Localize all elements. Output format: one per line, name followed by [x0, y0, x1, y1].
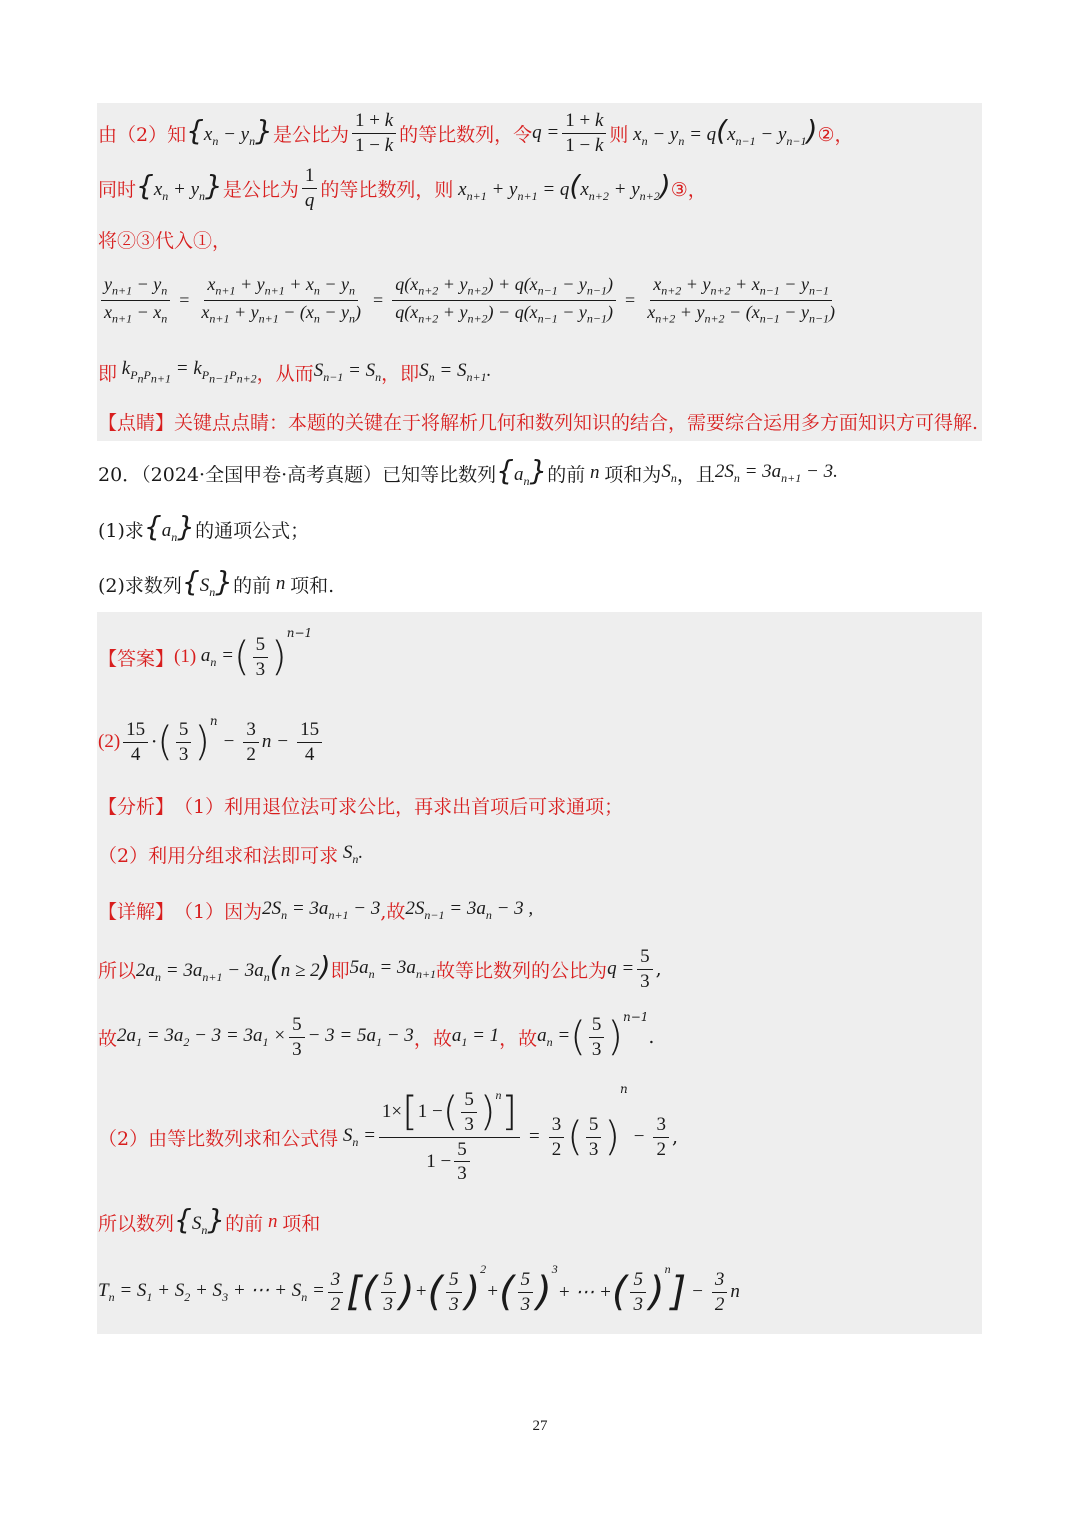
text: 同时 — [98, 178, 137, 201]
text: 将②③代入①， — [98, 229, 232, 252]
text: 项和 — [282, 1212, 321, 1235]
fraction: $\frac{x_{n+2} + y_{n+2} + x_{n-1} - y_{n-1}}{x_{n+2} + y_{n+2} - (x_{n-1} - y_{n-1})}$ — [647, 274, 836, 326]
math: $S_n$ — [661, 460, 677, 485]
text: （2）利用分组求和法即可求 — [98, 844, 339, 867]
math: $x_{n+1} + y_{n+1} = q(x_{n+2} + y_{n+2})$ — [453, 169, 671, 203]
text: 是公比为 — [272, 123, 349, 146]
math: $\{a_n\}$ — [143, 510, 196, 544]
math: n — [271, 573, 291, 594]
math: n — [263, 1211, 283, 1232]
text: 由（2）知 — [98, 123, 187, 146]
detail-line-1 — [98, 896, 533, 924]
detail-line-4: （2）由等比数列求和公式得 $S_n$ = 1× [ 1 − ( $\frac{5}{3}$ ) $^n$ ] 1 − $\frac{5}{3}$ = $\frac{3}{2}$ ( $\frac{5}{3}$ ) n − $\frac{3}{2}$ , — [98, 1082, 678, 1185]
fraction: 1× [ 1 − ( $\frac{5}{3}$ ) $^n$ ] 1 − $\frac{5}{3}$ — [379, 1089, 520, 1185]
box1-equation: $\frac{y_{n+1} - y_n}{x_{n+1} - x_n}$ = $\frac{x_{n+1} + y_{n+1} + x_n - y_n}{x_{n+1} + y_{n+1} - (x_n - y_n)}$ = $\frac{q(x_{n+2} + y_{n+2}) + q(x_{n-1} - y_{n-1})}{q(x_{n+2} + y_{n+2}) - q(x_{n-1} - y_{n-1})}$ = $\frac{x_{n+2} + y_{n+2} + x_{n-1} - y_{n-1}}{x_{n+2} + y_{n+2} - (x_{n-1} - y_{n-1})}$ — [98, 272, 841, 328]
text: 故等比数列的公比为 — [436, 959, 608, 982]
detail-line-6: $T_n = S_1 + S_2 + S_3$ + ⋯ + $S_n$ = $\frac{3}{2}$ [ ( $\frac{5}{3}$ ) + ( $\frac{5}{3}$ ) $^2$ + ( $\frac{5}{3}$ ) $^3$ + ⋯ + ( $\frac{5}{3}$ ) $^n$ ] − $\frac{3}{2}$ n — [98, 1262, 740, 1315]
math: $k_{P_nP_{n+1}} = k_{P_{n-1}P_{n+2}}$ — [117, 357, 257, 386]
math: q = — [532, 122, 560, 143]
text: 所以 — [98, 959, 137, 982]
text: ，且 — [676, 463, 715, 486]
text: 的前 — [547, 463, 586, 486]
text: （2）由等比数列求和公式得 — [98, 1127, 339, 1150]
analysis-line-1 — [98, 791, 623, 819]
math: $2S_n = 3a_{n+1} - 3$. — [714, 460, 838, 485]
text: ，从而 — [256, 362, 314, 385]
fraction: $\frac{1 + k}{1 - k}$ — [562, 110, 606, 157]
text: 故 — [98, 1027, 118, 1050]
fraction: $\frac{1 + k}{1 - k}$ — [352, 110, 396, 157]
math: n — [585, 462, 605, 483]
text: 的前 — [225, 1212, 264, 1235]
text: 则 — [609, 123, 629, 146]
text: 的等比数列，令 — [399, 123, 533, 146]
math: $2a_n = 3a_{n+1} - 3a_n(n \ge 2)$ — [136, 950, 331, 984]
text: (2)求数列 — [98, 574, 182, 597]
box1-line-5 — [98, 358, 491, 386]
text: 即 — [330, 959, 350, 982]
math: $a_n$ = — [537, 1024, 571, 1049]
fraction: $\frac{y_{n+1} - y_n}{x_{n+1} - x_n}$ — [101, 274, 170, 326]
text: ，即 — [381, 362, 420, 385]
question-stem — [98, 454, 838, 488]
detail-line-3: 故 $2a_1 = 3a_2 - 3 = 3a_1$ × $\frac{5}{3}$ − $3 = 5a_1 - 3$ ，故 $a_1 = 1$ ，故 $a_n$ = ( $\frac{5}{3}$ ) $^{n-1}$ . — [98, 1010, 655, 1060]
fraction: $\frac{x_{n+1} + y_{n+1} + x_n - y_n}{x_{n+1} + y_{n+1} - (x_n - y_n)}$ — [201, 274, 362, 326]
remark-text: 关键点点睛：本题的关键在于将解析几何和数列知识的结合，需要综合运用多方面知识方可得解. — [174, 411, 979, 434]
detail-line-5 — [98, 1203, 321, 1237]
math: $\{S_n\}$ — [181, 565, 234, 599]
text: 项和为 — [604, 463, 662, 486]
text: （1）利用退位法可求公比，再求出首项后可求通项； — [174, 795, 624, 818]
box1-remark — [98, 408, 978, 434]
math: q = — [607, 958, 635, 979]
question-number: 20．（2024·全国甲卷·高考真题）已知等比数列 — [98, 463, 497, 486]
text: ，故 — [413, 1027, 452, 1050]
math: $S_{n-1} = S_n$ — [313, 359, 382, 384]
math: $\{a_n\}$ — [496, 454, 548, 488]
text: （1）因为 — [174, 900, 263, 923]
text: (1)求 — [98, 519, 144, 542]
page-number: 27 — [532, 1418, 548, 1434]
answer-line-1: 【答案】 (1) $a_n$ = ( $\frac{5}{3}$ ) $^{n-1}$ — [98, 626, 313, 680]
analysis-line-2 — [98, 840, 363, 868]
text: ，故 — [499, 1027, 538, 1050]
answer-line-2: (2) $\frac{15}{4}$ · ( $\frac{5}{3}$ ) $^n$ − $\frac{3}{2}$ n − $\frac{15}{4}$ — [98, 714, 325, 770]
text: 项和. — [290, 574, 335, 597]
text: 是公比为 — [222, 178, 299, 201]
text: (2) — [98, 731, 121, 752]
math: $5a_n = 3a_{n+1}$ — [349, 956, 437, 981]
math: $\{S_n\}$ — [174, 1203, 226, 1237]
math: $S_n$ = — [338, 1124, 376, 1149]
text: 所以数列 — [98, 1212, 175, 1235]
text: ,故 — [380, 900, 406, 923]
text: 即 — [98, 362, 118, 385]
fraction: $\frac{q(x_{n+2} + y_{n+2}) + q(x_{n-1} - y_{n-1})}{q(x_{n+2} + y_{n+2}) - q(x_{n-1} - y_{n-1})}$ — [392, 274, 616, 326]
text: 的等比数列，则 — [320, 178, 454, 201]
math: $a_1 = 1$ — [451, 1024, 500, 1049]
text: (1) — [174, 646, 197, 667]
box1-line-1 — [98, 110, 854, 156]
detail-line-2: 所以 $2a_n = 3a_{n+1} - 3a_n(n \ge 2)$ 即 $5a_n = 3a_{n+1}$ 故等比数列的公比为 q = $\frac{5}{3}$ , — [98, 945, 662, 992]
math: $2S_{n-1} = 3a_n - 3$ , — [405, 897, 534, 922]
math: $a_n$ = — [196, 644, 234, 669]
text: ②， — [817, 123, 854, 146]
analysis-tag: 【分析】 — [98, 795, 175, 818]
math: $2S_n = 3a_{n+1} - 3$ — [262, 897, 381, 922]
question-part-2 — [98, 565, 335, 599]
math: $\{x_n + y_n\}$ — [136, 169, 223, 203]
text: 的前 — [233, 574, 272, 597]
math: $S_n$. — [338, 841, 364, 866]
remark-tag: 【点睛】 — [98, 411, 175, 434]
math: $x_n - y_n = q(x_{n-1} - y_{n-1})$ — [628, 114, 818, 148]
math: $S_n = S_{n+1}$. — [419, 359, 492, 384]
detail-tag: 【详解】 — [98, 900, 175, 923]
fraction: $\frac{1}{q}$ — [302, 165, 318, 212]
question-part-1 — [98, 510, 310, 544]
text: 的通项公式； — [195, 519, 310, 542]
box1-line-2 — [98, 164, 707, 212]
math: $2a_1 = 3a_2 - 3 = 3a_1$ × — [117, 1024, 287, 1049]
math: $\{x_n - y_n\}$ — [186, 114, 273, 148]
text: ③， — [670, 178, 707, 201]
answer-tag: 【答案】 — [98, 647, 175, 670]
box1-line-3 — [98, 226, 231, 252]
